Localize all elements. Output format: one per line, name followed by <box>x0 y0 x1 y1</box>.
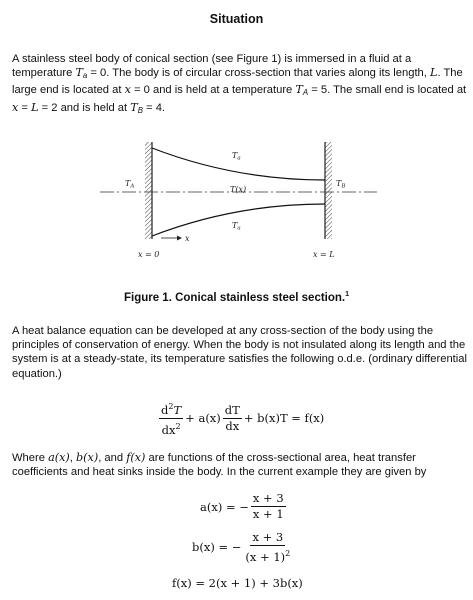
label-Tx: T(x) <box>230 185 247 194</box>
label-x-axis: x <box>185 234 190 243</box>
label-x0: x = 0 <box>138 250 160 259</box>
section-title: Situation <box>209 12 264 26</box>
ode-equation: $\frac{d^2T}{dx^2}$ + a(x) $\frac{dT}{dx}$ + b(x)T = f(x) <box>161 402 325 437</box>
figure-caption: Figure 1. Conical stainless steel section.$^1$ <box>123 291 350 304</box>
left-wall <box>145 142 152 239</box>
label-TB: TB <box>336 179 346 190</box>
body-top-edge <box>152 148 325 180</box>
conical-section-figure <box>95 140 385 265</box>
right-wall <box>325 142 332 239</box>
where-paragraph: Where a(x), b(x), and f(x) are functions of the cross-sectional area, heat transfer coefficients and heat sinks inside the body. In the current example they are given by <box>12 451 427 479</box>
label-TA: TA <box>125 179 135 190</box>
x-axis-arrowhead <box>177 236 182 241</box>
label-xL: x = L <box>313 250 335 259</box>
label-Ta-bottom: Ta <box>232 221 241 232</box>
intro-paragraph: A stainless steel body of conical section (see Figure 1) is immersed in a fluid at a temperature $T_a = 0$. The body is of circular cross-section that varies along its length, L. The large end is located at x = 0 and is held at a temperature $T_A = 5$. The small end is located at x = L = 2 and is held at $T_B = 4$. <box>12 53 467 115</box>
d2T-fraction: $\frac{d^2T}{dx^2}$ <box>161 402 182 437</box>
equation-a: a(x) = − $\frac{x + 3}{x + 1}$ <box>200 491 284 521</box>
heat-balance-paragraph: A heat balance equation can be developed at any cross-section of the body using the principles of conservation of energy. When the body is not insulated along its length and the system is at a steady-state, its temperature satisfies the following o.d.e. (ordinary differential equation.) <box>12 325 467 380</box>
equation-f: f(x) = 2(x + 1) + 3b(x) <box>172 576 303 590</box>
label-Ta-top: Ta <box>232 151 241 162</box>
dT-fraction: $\frac{dT}{dx}$ <box>224 402 240 433</box>
equation-b: b(x) = − $\frac{x + 3}{(x + 1)^2}$ <box>192 530 291 564</box>
